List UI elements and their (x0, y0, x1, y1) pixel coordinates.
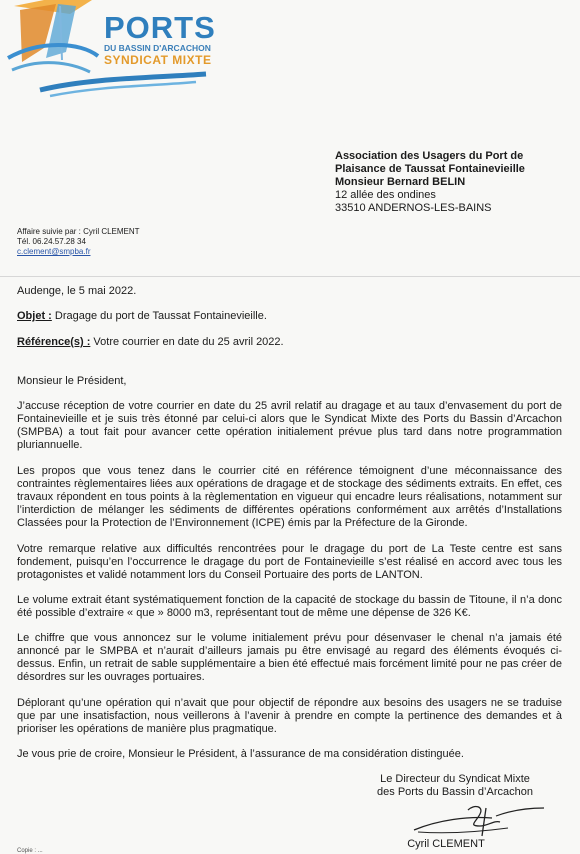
reference-line (17, 336, 562, 349)
logo (0, 0, 230, 100)
paragraph-4: Le volume extrait étant systématiquement fonction de la capacité de stockage du bassin de Titoune, il n’a donc été possible d’extraire « que » 8000 m3, représentant tout de même une dépense de 326 K€. (17, 594, 562, 619)
logo-title: PORTS (104, 10, 216, 45)
signatory-name: Cyril CLEMENT (407, 838, 485, 850)
signatory-title-line-1: Le Directeur du Syndicat Mixte (380, 773, 530, 785)
followup-email-link[interactable]: c.clement@smpba.fr (17, 247, 91, 256)
paper-fold-line (0, 276, 580, 277)
subject-text: Dragage du port de Taussat Fontainevieille. (51, 310, 267, 322)
place-date: Audenge, le 5 mai 2022. (17, 285, 137, 297)
reference-label: Référence(s) : (17, 336, 91, 348)
followup-handled-by: Affaire suivie par : Cyril CLEMENT (17, 227, 140, 236)
handwritten-signature-icon (408, 802, 548, 842)
paragraph-6: Déplorant qu’une opération qui n’avait que pour objectif de répondre aux besoins des usagers ne se traduise que par une insatisfaction, nous veillerons à l’avenir à prendre en compte la pertinence des demandes et à prioriser les opérations de manière plus pragmatique. (17, 697, 562, 735)
recipient-line-5: 33510 ANDERNOS-LES-BAINS (335, 202, 492, 214)
followup-contact (17, 227, 140, 257)
subject-label: Objet : (17, 310, 52, 322)
signatory-title-line-2: des Ports du Bassin d’Arcachon (377, 786, 533, 798)
logo-subtitle: DU BASSIN D'ARCACHON (104, 43, 211, 53)
paragraph-5: Le chiffre que vous annoncez sur le volume initialement prévu pour désenvaser le chenal n’a jamais été annoncé par le SMPBA et n’aurait d’ailleurs jamais pu être envisagé au regard des éléments évoqués ci-dessus. Enfin, un retrait de sable supplémentaire a bien été effectué mais forcément limité pour ne pas créer de désordres sur les ouvrages portuaires. (17, 632, 562, 683)
reference-text: Votre courrier en date du 25 avril 2022. (90, 336, 284, 348)
recipient-address (335, 150, 525, 215)
recipient-line-1: Association des Usagers du Port de (335, 150, 524, 162)
recipient-line-2: Plaisance de Taussat Fontainevieille (335, 163, 525, 175)
recipient-line-3: Monsieur Bernard BELIN (335, 176, 466, 188)
paragraph-3: Votre remarque relative aux difficultés rencontrées pour le dragage du port de La Teste centre est sans fondement, puisqu’en l’occurrence le dragage du port de Fontainevieille s’est réalisé en accord avec tous les protagonistes et validé notamment lors du Conseil Portuaire des ports de LANTON. (17, 543, 562, 581)
followup-phone: Tél. 06.24.57.28 34 (17, 237, 86, 246)
recipient-line-4: 12 allée des ondines (335, 189, 436, 201)
footer-stub: Copie : ... (17, 848, 43, 854)
salutation: Monsieur le Président, (17, 375, 127, 387)
paragraph-2: Les propos que vous tenez dans le courrier cité en référence témoignent d’une méconnaissance des contraintes règlementaires liées aux opérations de dragage et de stockage des sédiments extraits. En effet, ces travaux répondent en tous points à la règlementation en vigueur qui encadre leurs réalisations, notamment sur l’interdiction de mélanger les sédiments de différentes opérations conformément aux arrêtés d’Installations Classées pour la Protection de l’Environnement (ICPE) émis par la Préfecture de la Gironde. (17, 465, 562, 529)
logo-tagline: SYNDICAT MIXTE (104, 53, 212, 67)
subject-line (17, 310, 562, 323)
signatory-title (360, 773, 550, 799)
closing-formula: Je vous prie de croire, Monsieur le Président, à l’assurance de ma considération distinguée. (17, 748, 464, 760)
paragraph-1: J’accuse réception de votre courrier en date du 25 avril relatif au dragage et au taux d’envasement du port de Fontainevieille et je suis très étonné par celui-ci alors que le Syndicat Mixte des Ports du Bassin d’Arcachon (SMPBA) a tout fait pour avancer cette opération initialement prévue plus tard dans notre programmation pluriannuelle. (17, 400, 562, 451)
